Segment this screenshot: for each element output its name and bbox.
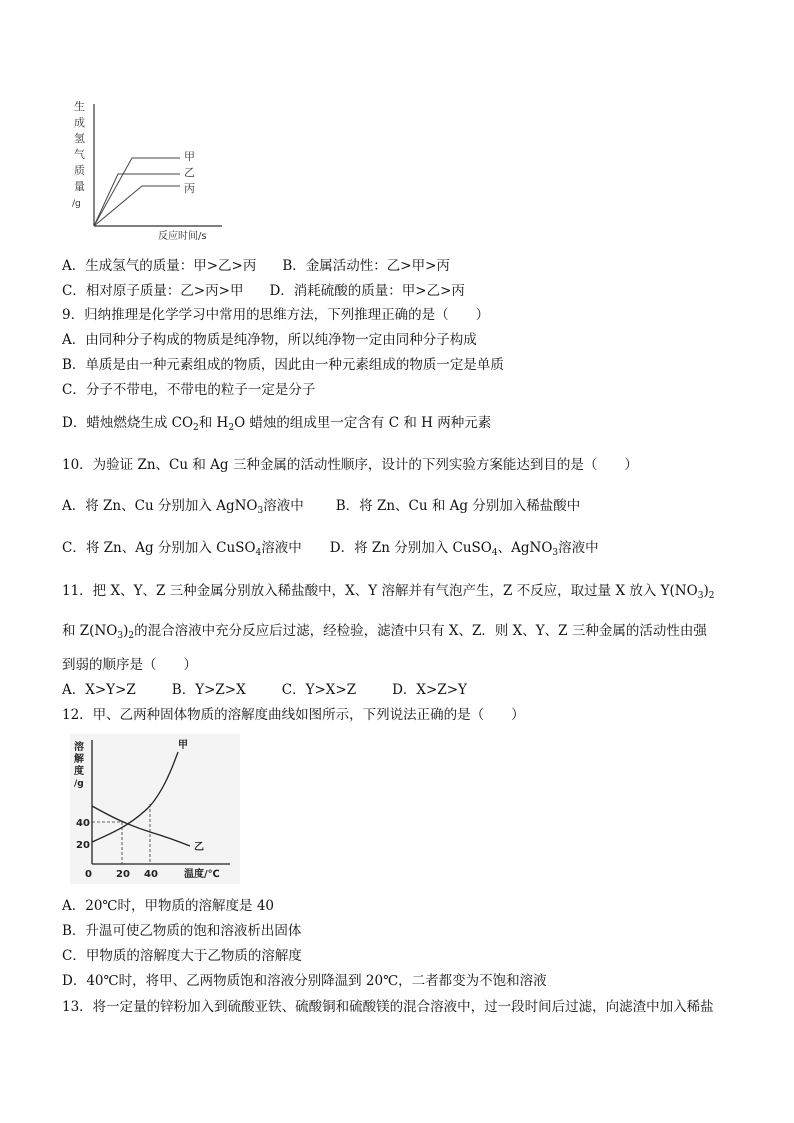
q11-options — [62, 681, 467, 699]
fig1-ylabel-2: 氢 — [74, 132, 85, 145]
q10-a-text-2: 溶液中 — [263, 498, 304, 514]
q11-l2-text-1: 和 Z(NO — [62, 623, 118, 639]
q8-option-a: A．生成氢气的质量：甲>乙>丙 — [62, 258, 257, 274]
fig2-ytick-40: 40 — [76, 818, 90, 829]
q12-option-c: C．甲物质的溶解度大于乙物质的溶解度 — [62, 948, 302, 964]
q11-l1-text-1: 11．把 X、Y、Z 三种金属分别放入稀盐酸中，X、Y 溶解并有气泡产生，Z 不反应，取过量 X 放入 Y(NO — [62, 583, 698, 599]
q8-options-row2 — [62, 282, 465, 300]
q10-d-sub-2: 3 — [552, 548, 559, 558]
fig1-ylabel-4: 质 — [74, 164, 85, 177]
q10-options-row2 — [62, 539, 599, 557]
q11-option-c: C．Y>X>Z — [281, 682, 357, 698]
q10-d-text-3: 溶液中 — [558, 540, 599, 556]
fig2-xlabel: 温度/℃ — [184, 869, 220, 880]
q10-a-text-1: A．将 Zn、Cu 分别加入 AgNO — [62, 498, 258, 514]
q9-stem: 9．归纳推理是化学学习中常用的思维方法，下列推理正确的是（ ） — [62, 307, 490, 323]
q9-d-text-2: 和 H — [198, 415, 229, 431]
fig1-legend-bing: 丙 — [184, 182, 195, 195]
fig1-ylabel-6: /g — [72, 199, 81, 209]
fig2-xtick-0: 0 — [85, 869, 92, 880]
q8-option-d: D．消耗硫酸的质量：甲>乙>丙 — [269, 283, 465, 299]
q9-d-sub-1: 2 — [193, 423, 199, 433]
q11-stem-line2 — [62, 622, 707, 640]
q11-l1-sub-2: 2 — [708, 591, 715, 601]
q13-stem: 13．将一定量的锌粉加入到硫酸亚铁、硫酸铜和硫酸镁的混合溶液中，过一段时间后过滤，向滤渣中加入稀盐 — [62, 999, 714, 1015]
q11-stem-line3: 到弱的顺序是（ ） — [62, 657, 197, 673]
q8-options-row1 — [62, 257, 450, 275]
fig1-xlabel: 反应时间/s — [158, 231, 207, 242]
fig1-legend-jia: 甲 — [184, 150, 195, 163]
fig1-legend-yi: 乙 — [184, 166, 195, 179]
q9-option-d — [62, 414, 491, 432]
q10-c-text-2: 溶液中 — [261, 540, 302, 556]
fig2-ylabel-2: 度 — [74, 766, 84, 777]
q11-option-d: D．X>Z>Y — [392, 682, 467, 698]
fig1-ylabel-5: 量 — [74, 180, 85, 193]
q11-option-b: B．Y>Z>X — [171, 682, 246, 698]
q10-c-text-1: C．将 Zn、Ag 分别加入 CuSO — [62, 540, 256, 556]
q9-option-a: A．由同种分子构成的物质是纯净物，所以纯净物一定由同种分子构成 — [62, 332, 477, 348]
q10-a-sub: 3 — [257, 506, 264, 516]
q9-d-text-1: D．蜡烛燃烧生成 CO — [62, 415, 194, 431]
q12-option-a: A．20℃时，甲物质的溶解度是 40 — [62, 898, 274, 914]
q11-l1-text-2: ) — [703, 583, 709, 599]
fig2-label-jia: 甲 — [178, 740, 188, 751]
solubility-figure — [70, 734, 240, 884]
q10-d-sub-1: 4 — [491, 548, 498, 558]
fig2-ylabel-3: /g — [74, 779, 84, 789]
fig1-line-yi — [94, 174, 180, 226]
q10-d-text-2: 、AgNO — [497, 540, 553, 556]
fig2-ylabel-0: 溶 — [74, 742, 84, 753]
q10-c-sub: 4 — [255, 548, 262, 558]
fig1-ylabel-1: 成 — [74, 116, 85, 129]
q11-l2-text-2: ) — [123, 623, 129, 639]
q11-stem-line1 — [62, 582, 714, 600]
q9-option-b: B．单质是由一种元素组成的物质，因此由一种元素组成的物质一定是单质 — [62, 357, 504, 373]
q8-option-b: B．金属活动性：乙>甲>丙 — [282, 258, 450, 274]
q11-l2-sub-1: 3 — [117, 631, 124, 641]
q9-d-sub-2: 2 — [228, 423, 235, 433]
q9-option-c: C．分子不带电，不带电的粒子一定是分子 — [62, 382, 316, 398]
q12-option-d: D．40℃时，将甲、乙两物质饱和溶液分别降温到 20℃，二者都变为不饱和溶液 — [62, 973, 547, 989]
fig1-ylabel-0: 生 — [74, 100, 85, 113]
q10-option-b: B．将 Zn、Cu 和 Ag 分别加入稀盐酸中 — [335, 498, 581, 514]
fig2-xtick-40: 40 — [144, 869, 158, 880]
fig1-line-bing — [94, 186, 180, 226]
q9-d-text-3: O 蜡烛的组成里一定含有 C 和 H 两种元素 — [234, 415, 492, 431]
hydrogen-mass-figure — [62, 96, 262, 246]
fig1-ylabel-3: 气 — [74, 148, 85, 161]
fig2-label-yi: 乙 — [194, 842, 204, 853]
q11-l2-text-3: 的混合溶液中充分反应后过滤，经检验，滤渣中只有 X、Z．则 X、Y、Z 三种金属的活动性由强 — [134, 623, 707, 639]
q12-stem: 12．甲、乙两种固体物质的溶解度曲线如图所示，下列说法正确的是（ ） — [62, 707, 525, 723]
q12-option-b: B．升温可使乙物质的饱和溶液析出固体 — [62, 923, 302, 939]
q10-options-row1 — [62, 497, 580, 515]
fig2-xtick-20: 20 — [116, 869, 130, 880]
q11-option-a: A．X>Y>Z — [62, 682, 136, 698]
q10-d-text-1: D．将 Zn 分别加入 CuSO — [329, 540, 492, 556]
fig2-ylabel-1: 解 — [74, 754, 84, 765]
q10-stem: 10．为验证 Zn、Cu 和 Ag 三种金属的活动性顺序，设计的下列实验方案能达到目的是（ ） — [62, 457, 638, 473]
q11-l1-sub-1: 3 — [697, 591, 704, 601]
q11-l2-sub-2: 2 — [128, 631, 135, 641]
fig2-ytick-20: 20 — [76, 840, 90, 851]
q8-option-c: C．相对原子质量：乙>丙>甲 — [62, 283, 244, 299]
